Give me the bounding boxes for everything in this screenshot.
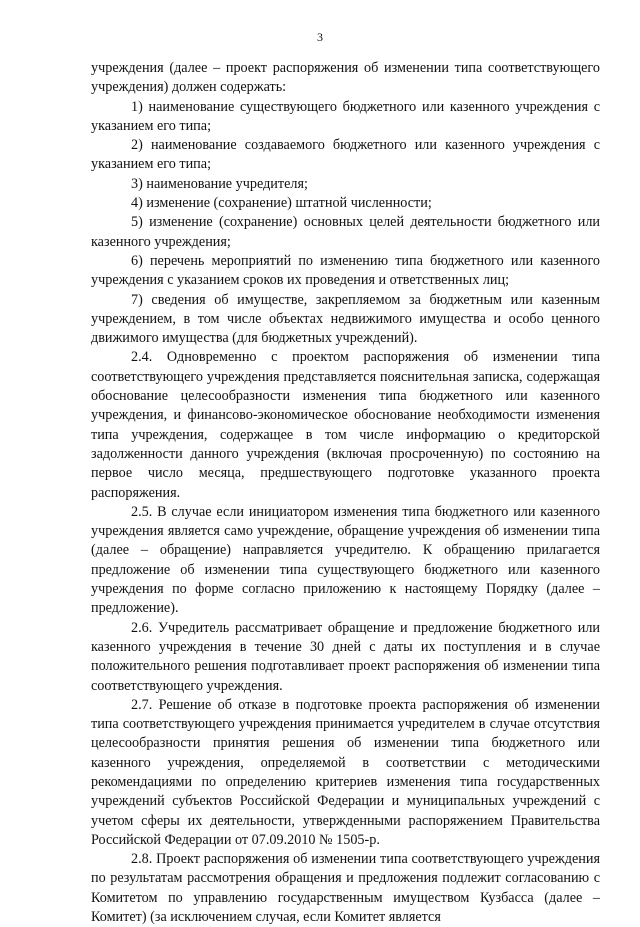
list-item-2: 2) наименование создаваемого бюджетного или казенного учреждения с указанием его типа; <box>91 137 600 173</box>
list-item-5: 5) изменение (сохранение) основных целей деятельности бюджетного или казенного учреждения; <box>91 214 600 250</box>
clause-2-4: 2.4. Одновременно с проектом распоряжения об изменении типа соответствующего учреждения представляется пояснительная записка, содержащая обоснование целесообразности изменения типа бюджетного или казенного учреждения, и финансово-экономическое обоснование необходимости изменения типа учреждения, содержащее в том числе информацию о кредиторской задолженности данного учреждения (включая просроченную) по состоянию на первое число месяца, предшествующего подготовке указанного проекта распоряжения. <box>91 349 600 501</box>
document-body <box>91 59 600 927</box>
list-item-1: 1) наименование существующего бюджетного или казенного учреждения с указанием его типа; <box>91 98 600 134</box>
page-number: 3 <box>317 30 323 44</box>
list-item-6: 6) перечень мероприятий по изменению типа бюджетного или казенного учреждения с указанием сроков их проведения и ответственных лиц; <box>91 252 600 289</box>
list-item-4: 4) изменение (сохранение) штатной численности; <box>131 195 432 212</box>
clause-2-7: 2.7. Решение об отказе в подготовке проекта распоряжения об изменении типа соответствующего учреждения принимается учредителем в случае отсутствия целесообразности принятия решения об изменении типа бюджетного или казенного учреждения, определяемой в соответствии с методическими рекомендациями по определению критериев изменения типа государственных учреждений субъектов Российской Федерации и муниципальных учреждений с учетом сферы их деятельности, утвержденными распоряжением Правительства Российской Федерации от 07.09.2010 № 1505-р. <box>91 696 600 848</box>
paragraph-continuation: учреждения (далее – проект распоряжения об изменении типа соответствующего учреждения) должен содержать: <box>91 60 600 96</box>
clause-2-6: 2.6. Учредитель рассматривает обращение и предложение бюджетного или казенного учреждения в течение 30 дней с даты их поступления и в случае положительного решения подготавливает проект распоряжения об изменении типа соответствующего учреждения. <box>91 619 600 694</box>
list-item-7: 7) сведения об имуществе, закрепляемом за бюджетным или казенным учреждением, в том числе объектах недвижимого имущества и особо ценного движимого имущества (для бюджетных учреждений). <box>91 291 600 347</box>
clause-2-5: 2.5. В случае если инициатором изменения типа бюджетного или казенного учреждения является само учреждение, обращение учреждения об изменении типа (далее – обращение) направляется учредителю. К обращению прилагается предложение об изменении типа существующего бюджетного или казенного учреждения по форме согласно приложению к настоящему Порядку (далее – предложение). <box>91 503 600 617</box>
clause-2-8: 2.8. Проект распоряжения об изменении типа соответствующего учреждения по результатам рассмотрения обращения и предложения подлежит согласованию с Комитетом по управлению государственным имуществом Кузбасса (далее – Комитет) (за исключением случая, если Комитет является <box>91 851 600 926</box>
list-item-3: 3) наименование учредителя; <box>131 175 308 192</box>
